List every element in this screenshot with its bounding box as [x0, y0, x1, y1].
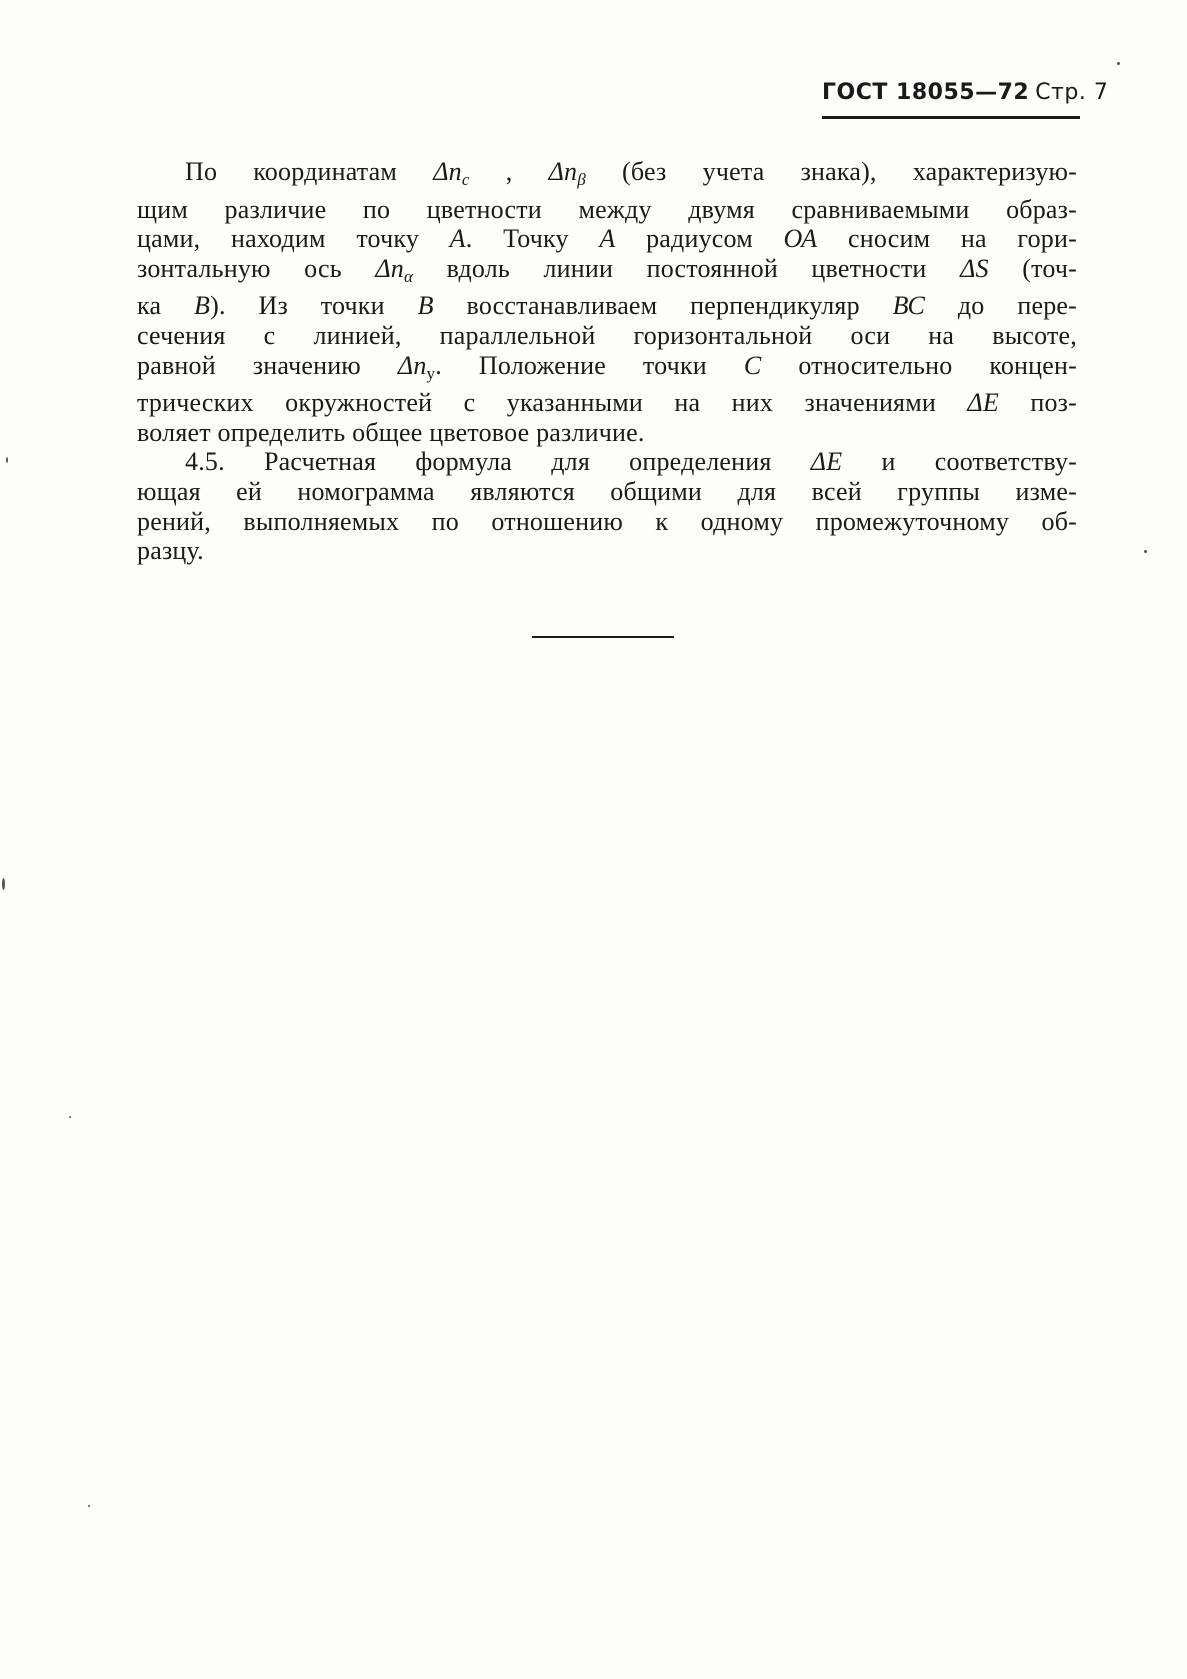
end-of-text-rule — [532, 636, 674, 638]
text-line: сечения с линией, параллельной горизонтальной оси на высоте, — [137, 320, 1077, 350]
paragraph-1 — [137, 157, 1077, 447]
math-symbol: Δn — [375, 253, 404, 283]
math-symbol: Δn — [397, 350, 427, 380]
math-symbol: В — [194, 291, 211, 321]
math-symbol: Δn — [548, 157, 578, 186]
paragraph-4-5 — [137, 447, 1077, 565]
math-subscript: c — [461, 170, 470, 189]
scan-speck — [88, 1505, 90, 1507]
text-line: трических окружностей с указанными на них значениями ΔE поз- — [137, 388, 1077, 418]
math-symbol: А — [449, 224, 466, 254]
text-line: щим различие по цветности между двумя сравниваемыми образ- — [137, 194, 1077, 224]
scan-speck — [69, 1116, 71, 1118]
text-line: рений, выполняемых по отношению к одному промежуточному об- — [137, 506, 1077, 536]
text-line: ка В). Из точки В восстанавливаем перпендикуляр ВС до пере- — [137, 291, 1077, 321]
page-number: Стр. 7 — [1035, 80, 1109, 105]
page-header — [822, 80, 1109, 105]
header-rule — [822, 116, 1080, 119]
scan-speck — [2, 878, 5, 890]
text-line: зонтальную ось $\Delta n_\alpha$ вдоль линии постоянной цветности ΔS (точ- — [137, 253, 1077, 286]
scan-speck — [1144, 550, 1147, 553]
math-symbol: С — [743, 350, 762, 380]
document-number: ГОСТ 18055—72 — [822, 80, 1030, 105]
math-symbol: ОА — [783, 224, 818, 254]
body-text — [137, 157, 1077, 566]
text-line: цами, находим точку А. Точку А радиусом ОА сносим на гори- — [137, 224, 1077, 254]
math-subscript: α — [403, 266, 414, 286]
text-line: разцу. — [137, 536, 204, 566]
math-symbol: В — [417, 291, 434, 321]
math-symbol: ΔS — [960, 253, 989, 283]
text-line: По координатам $\Delta n_c$ , $\Delta n_\beta$ (без учета знака), характеризую- — [185, 157, 1077, 189]
math-symbol: Δn — [433, 157, 462, 186]
text-line: равной значению $\Delta n_y$. Положение точки С относительно концен- — [137, 350, 1077, 383]
math-symbol: А — [599, 224, 616, 254]
math-subscript: y — [426, 363, 436, 383]
math-subscript: β — [577, 170, 586, 189]
math-symbol: ΔE — [810, 447, 843, 477]
math-symbol: ΔE — [967, 388, 999, 418]
math-symbol: ВС — [892, 291, 926, 321]
scan-speck — [1117, 62, 1120, 65]
text-line: воляет определить общее цветовое различие. — [137, 417, 645, 447]
scan-speck — [6, 457, 8, 463]
text-line: 4.5. Расчетная формула для определения ΔE и соответству- — [185, 447, 1077, 477]
text-line: ющая ей номограмма являются общими для всей группы изме- — [137, 476, 1077, 506]
